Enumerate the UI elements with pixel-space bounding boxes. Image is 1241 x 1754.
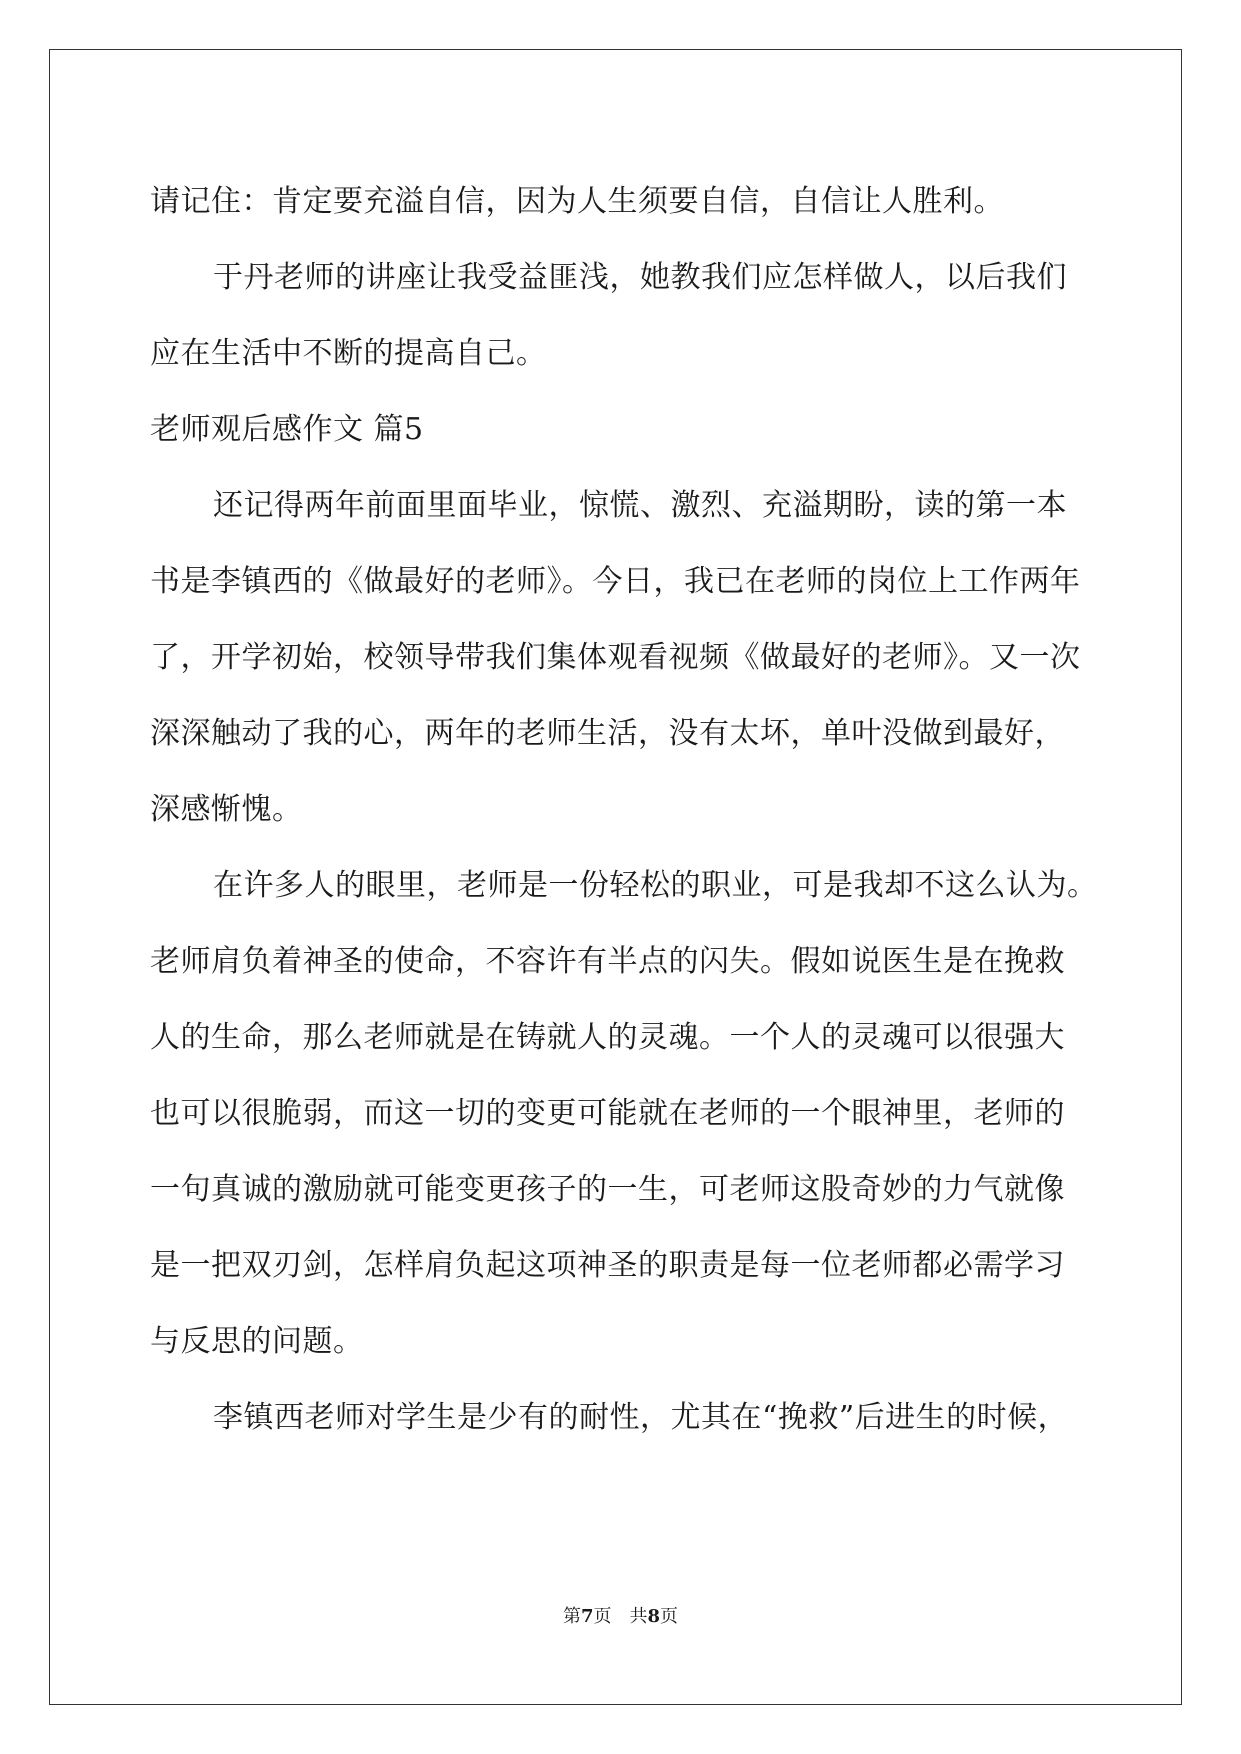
text-line: 请记住：肯定要充溢自信，因为人生须要自信，自信让人胜利。 [150, 184, 1004, 219]
text-line: 深感惭愧。 [150, 792, 303, 827]
text-line: 在许多人的眼里，老师是一份轻松的职业，可是我却不这么认为。 [213, 868, 1098, 903]
text-line: 与反思的问题。 [150, 1324, 364, 1359]
text-line: 一句真诚的激励就可能变更孩子的一生，可老师这股奇妙的力气就像 [150, 1172, 1065, 1207]
text-line: 应在生活中不断的提高自己。 [150, 336, 547, 371]
text-line: 是一把双刃剑，怎样肩负起这项神圣的职责是每一位老师都必需学习 [150, 1248, 1065, 1283]
text-line: 老师肩负着神圣的使命，不容许有半点的闪失。假如说医生是在挽救 [150, 944, 1065, 979]
page-footer [0, 1602, 1241, 1628]
section-heading: 老师观后感作文 篇5 [150, 412, 424, 447]
text-line: 了，开学初始，校领导带我们集体观看视频《做最好的老师》。又一次 [150, 640, 1081, 675]
text-line: 李镇西老师对学生是少有的耐性，尤其在“挽救”后进生的时候， [213, 1400, 1069, 1435]
document-body [150, 164, 1098, 1456]
text-line: 书是李镇西的《做最好的老师》。今日，我已在老师的岗位上工作两年 [150, 564, 1081, 599]
footer-suffix: 页 [660, 1606, 679, 1627]
footer-mid: 页 共 [593, 1606, 648, 1627]
text-line: 人的生命，那么老师就是在铸就人的灵魂。一个人的灵魂可以很强大 [150, 1020, 1065, 1055]
text-line: 还记得两年前面里面毕业，惊慌、激烈、充溢期盼，读的第一本 [213, 488, 1067, 523]
total-page-number: 8 [647, 1606, 661, 1627]
current-page-number: 7 [580, 1606, 594, 1627]
text-line: 于丹老师的讲座让我受益匪浅，她教我们应怎样做人，以后我们 [213, 260, 1067, 295]
text-line: 深深触动了我的心，两年的老师生活，没有太坏，单叶没做到最好， [150, 716, 1065, 751]
footer-prefix: 第 [562, 1606, 581, 1627]
text-line: 也可以很脆弱，而这一切的变更可能就在老师的一个眼神里，老师的 [150, 1096, 1065, 1131]
